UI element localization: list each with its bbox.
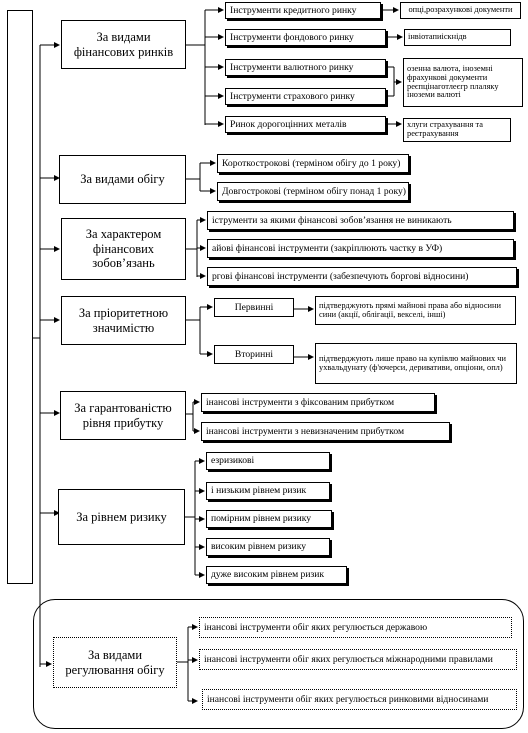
leaf-risk-free: езризикові: [206, 452, 330, 470]
arrowhead: [397, 34, 403, 40]
leaf-fixed-profit: інансові інструменти з фіксованим прибутком: [201, 393, 435, 412]
arrowhead: [218, 121, 224, 127]
arrowhead: [210, 188, 216, 194]
leaf-market-regulation: інансові інструменти обіг яких регулюється ринковими відносинами: [202, 689, 517, 710]
arrowhead: [54, 42, 60, 48]
arrowhead: [218, 64, 224, 70]
note-stock-market: інвіотапиіскнідв: [404, 29, 511, 46]
leaf-primary: Первинні: [214, 298, 294, 317]
note-currency-market: озенна валюта, іноземні фрахункові документи реєпцінаготлеєгр плаляку іноземи валюті: [403, 58, 523, 107]
category-profit-guarantee: За гарантованістю рівня прибутку: [60, 391, 186, 440]
leaf-moderate-risk: помірним рівнем ризику: [206, 510, 332, 528]
leaf-precious-metals: Ринок дорогоцінних металів: [225, 116, 386, 133]
arrowhead: [396, 79, 402, 85]
root-bar: [7, 10, 33, 584]
leaf-high-risk: високим рівнем ризику: [206, 538, 330, 556]
leaf-short-term: Короткострокові (терміном обігу до 1 року): [217, 154, 409, 173]
arrowhead: [393, 7, 399, 13]
note-secondary: підтверджують лише право на купівлю майнових чи ухвальдунату (ф'ючерси, деривативи, опціони, опл): [315, 343, 517, 384]
leaf-credit-market: Інструменти кредитного ринку: [225, 2, 381, 19]
arrowhead: [199, 516, 205, 522]
note-primary: підтверджують прямі майнові права або відносини сини (акції, облігації, векселі, інші): [315, 296, 516, 325]
arrowhead: [200, 245, 206, 251]
arrowhead: [199, 572, 205, 578]
leaf-low-risk: і низьким рівнем ризик: [206, 482, 330, 500]
leaf-uncertain-profit: інансові інструменти з невизначеним прибутком: [201, 422, 450, 441]
note-insurance-services: хлуги страхування та реєтрахування: [403, 118, 511, 142]
category-priority: За пріоритетною значимістю: [61, 296, 186, 345]
arrowhead: [218, 93, 224, 99]
arrowhead: [210, 160, 216, 166]
leaf-state-regulation: інансові інструменти обіг яких регулюється державою: [199, 617, 512, 638]
arrowhead: [218, 34, 224, 40]
arrowhead: [199, 458, 205, 464]
arrowhead: [200, 273, 206, 279]
arrowhead: [308, 354, 314, 360]
category-financial-markets: За видами фінансових ринків: [61, 20, 186, 69]
arrowhead: [207, 304, 213, 310]
arrowhead: [207, 351, 213, 357]
arrowhead: [199, 488, 205, 494]
note-credit-market: опці,розрахункові документи: [400, 2, 521, 19]
leaf-secondary: Вторинні: [214, 345, 294, 364]
leaf-stock-market: Інструменти фондового ринку: [225, 29, 386, 46]
category-risk-level: За рівнем ризику: [58, 489, 185, 545]
arrowhead: [54, 317, 60, 323]
leaf-equity-instruments: айові фінансові інструменти (закріплюють частку в УФ): [207, 239, 514, 258]
arrowhead: [194, 399, 200, 405]
leaf-insurance-market: Інструменти страхового ринку: [225, 88, 386, 105]
arrowhead: [218, 7, 224, 13]
arrowhead: [54, 246, 60, 252]
arrowhead: [308, 306, 314, 312]
arrowhead: [200, 217, 206, 223]
leaf-very-high-risk: дуже високим рівнем ризик: [206, 566, 347, 584]
leaf-long-term: Довгострокові (терміном обігу понад 1 року): [217, 182, 409, 201]
category-circulation: За видами обігу: [59, 155, 186, 204]
leaf-debt-instruments: ргові фінансові інструменти (забезпечують боргові відносини): [207, 267, 517, 286]
arrowhead: [396, 121, 402, 127]
leaf-international-regulation: інансові інструменти обіг яких регулюється міжнародними правилами: [199, 649, 517, 670]
arrowhead: [199, 544, 205, 550]
category-obligations: За характером фінансових зобов’язань: [61, 218, 186, 280]
leaf-currency-market: Інструменти валютного ринку: [225, 59, 386, 76]
category-regulation: За видами регулювання обігу: [53, 637, 177, 688]
leaf-no-obligations: іструменти за якими фінансові зобов’язання не виникають: [207, 211, 514, 230]
arrowhead: [194, 428, 200, 434]
